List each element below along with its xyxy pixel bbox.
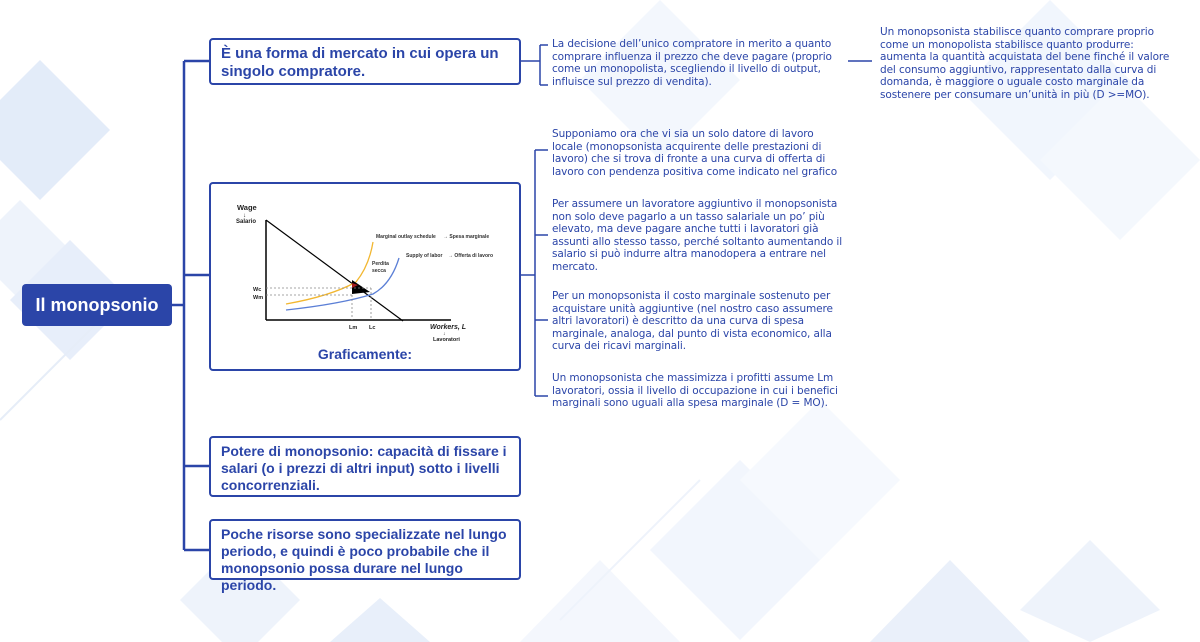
branch-monopsony-power[interactable] (209, 436, 521, 497)
supply-label: Supply of labor (406, 253, 443, 259)
note-additional-worker: Per assumere un lavoratore aggiuntivo il monopsonista non solo deve pagarlo a un tasso salariale un po’ più elevato, ma deve pagare anche tutti i lavoratori già assunti allo stesso tasso, perché soltanto aumentando il salario si può indurre altra manodopera a entrare nel mercato. (552, 198, 843, 273)
deadweight-label-2: secca (372, 268, 386, 274)
branch-long-run[interactable] (209, 519, 521, 593)
wc-label: Wc (253, 287, 262, 293)
deadweight-label-1: Perdita (372, 261, 389, 267)
root-node[interactable] (22, 284, 172, 326)
note-single-buyer-decision: La decisione dell’unico compratore in merito a quanto comprare influenza il prezzo che deve pagare (proprio come un monopolista, scegliendo il livello di output, influisce sul prezzo di vendita). (552, 38, 832, 88)
branch-long-run-text: Poche risorse sono specializzate nel lungo periodo, e quindi è poco probabile che il monopsonio possa durare nel lungo periodo. (221, 526, 507, 593)
supply-label-it: → Offerta di lavoro (448, 253, 494, 259)
monopsony-graph (211, 184, 521, 344)
branch-monopsony-power-text: Potere di monopsonio: capacità di fissare i salari (o i prezzi di altri input) sotto i livelli concorrenziali. (221, 443, 507, 493)
lc-label: Lc (369, 325, 376, 331)
x-axis-arrow: ↓ (443, 331, 446, 337)
marginal-outlay-label-it: → Spesa marginale (443, 234, 490, 240)
note-profit-maximizing: Un monopsonista che massimizza i profitti assume Lm lavoratori, ossia il livello di occupazione in cui i benefici marginali sono uguali alla spesa marginale (D = MO). (552, 372, 838, 410)
deadweight-loss-area (352, 280, 370, 294)
wm-label: Wm (253, 295, 264, 301)
note-how-much-to-buy: Un monopsonista stabilisce quanto comprare proprio come un monopolista stabilisce quanto produrre: aumenta la quantità acquistata del bene finché il valore del consumo aggiuntivo, rappresentato dalla curva di domanda, è maggiore o uguale costo marginale da sostenere per consumare un’unità in più (D >=MO). (880, 26, 1170, 101)
note-marginal-cost: Per un monopsonista il costo marginale sostenuto per acquistare unità aggiuntive (nel nostro caso assumere altri lavoratori) è descritto da una curva di spesa marginale, analoga, dal punto di vista economico, alla curva dei ricavi marginali. (552, 290, 833, 353)
x-axis-label-it: Lavoratori (433, 337, 460, 343)
branch-definition-text: È una forma di mercato in cui opera un singolo compratore. (221, 45, 499, 80)
x-axis-label: Workers, L (430, 324, 467, 331)
y-axis-label-it: Salario (236, 219, 257, 225)
y-axis-label: Wage (237, 203, 257, 212)
root-label: Il monopsonio (35, 294, 159, 315)
branch-definition[interactable] (209, 38, 521, 85)
lm-label: Lm (349, 325, 358, 331)
y-axis-arrow: ↓ (243, 213, 246, 219)
note-single-employer: Supponiamo ora che vi sia un solo datore di lavoro locale (monopsonista acquirente delle prestazioni di lavoro) che si trova di fronte a una curva di offerta di lavoro con pendenza positiva come indicato nel grafico (552, 128, 838, 178)
graph-caption: Graficamente: (317, 346, 413, 362)
marginal-outlay-label: Marginal outlay schedule (376, 234, 436, 240)
branch-graph[interactable] (209, 182, 521, 371)
